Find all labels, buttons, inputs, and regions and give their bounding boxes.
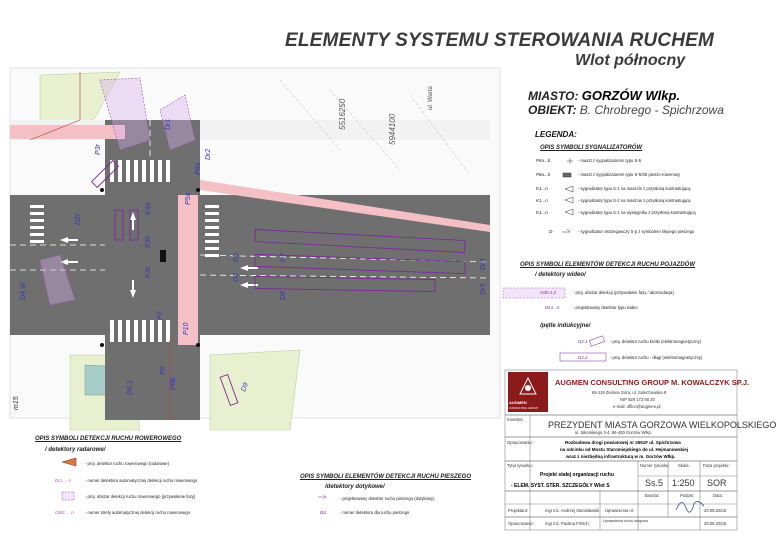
map-label-d5: D5 (233, 253, 240, 262)
map-label-p8: P8 (160, 366, 167, 375)
legend-text: - proj. detektor ruchu krótki (elektromagnetyczny) (610, 339, 701, 344)
legend-text: - sygnalizator typu S-1 na maszcie z przysłoną kontrastującą (578, 186, 691, 191)
legend-loop-short-icon (589, 336, 604, 346)
legend-code: Wr1...n (545, 305, 560, 310)
legend-code: Bi1 (320, 510, 327, 515)
logo-text: AUGMEN (509, 400, 527, 405)
cycle-path (10, 125, 125, 139)
designer-permit: Uprawnienia nr: (605, 508, 635, 513)
city-label: MIASTO: (528, 89, 579, 103)
legend-code: P8a...b (536, 172, 551, 177)
legend-code: Odr1 ... n (55, 510, 74, 515)
legend-text: - projektowany detektor typu wideo (573, 305, 638, 310)
bike-section-subtitle: / detektory radarowe/ (45, 447, 106, 453)
map-label-d7: D7 (280, 253, 287, 262)
logo-subtext: CONSULTING GROUP (509, 406, 539, 410)
legend-bike-area-icon (62, 492, 74, 500)
cycle-path (178, 195, 198, 345)
legend-text: - proj. obszar detekcji ruchu rowerowego (przywołanie fazy) (85, 494, 196, 499)
legend-code: P6a...b (536, 158, 551, 163)
legend-text: - numer strefy automatycznej detekcji ruchu rowerowego (85, 510, 190, 515)
project-label: Opracowanie: (507, 440, 533, 445)
phase-value: SOR (707, 478, 727, 488)
legend-code: K1...n (536, 210, 548, 215)
ped-section-subtitle: /detektory dotykowe/ (325, 484, 385, 490)
legend-code: K1...n (536, 186, 548, 191)
signal-section-title: OPIS SYMBOLI SYGNALIZATORÓW (540, 145, 643, 151)
map-label-p5a: P5a (185, 192, 192, 205)
company-nip: NIP 929 173 66 20 (620, 397, 655, 402)
legend-code: Dr1 ... n (55, 478, 72, 483)
legend-text: - sygnalizator typu S-2 na maszcie z przysłoną kontrastującą (578, 198, 691, 203)
map-label-dr3: Dr3 (480, 283, 487, 295)
project-line-1: Rozbudowa drogi powiatowej nr 2551F ul. Spichrzowa (565, 440, 681, 445)
green-area (210, 350, 300, 430)
legend-text: - proj. detektor ruchu - długi (elektromagnetyczny) (610, 355, 703, 360)
legend-text: - sygnalizator typu S-1 na wysięgniku z przysłoną kontrastującą (578, 210, 696, 215)
designer-date: 20.08.2023r. (704, 508, 728, 513)
investor-label: Inwestor: (507, 417, 524, 422)
company-address: 65-119 Zielona Góra, ul. Sulechowska 8 (592, 390, 667, 395)
scale-label: Skala: (678, 463, 690, 468)
investor-address: ul. Sikorskiego 3-4, 66-400 Gorzów Wlkp. (575, 430, 653, 435)
legend-code: D- (549, 229, 554, 234)
object-label: OBIEKT: (528, 103, 577, 117)
legend-text: - proj. obszar detekcji (przywołanie fazy / akomodacja) (573, 290, 674, 295)
bike-section-title: OPIS SYMBOLI DETEKCJI RUCHU ROWEROWEGO (35, 436, 182, 442)
loop-section-title: /pętle indukcyjne/ (540, 323, 591, 329)
map-label-dr5: Dr5 (480, 258, 487, 270)
designer-name: mgr inż. Andrzej Stanisławski (545, 508, 600, 513)
company-email: e-mail: office@augmen.pl (613, 404, 661, 409)
legend-code: D2.2 (578, 355, 588, 360)
author-date: 20.08.2023r. (704, 521, 728, 526)
author-permit: Uprawnienia ruchu drogowa (603, 519, 648, 523)
vehicle-section-title: OPIS SYMBOLI ELEMENTÓW DETEKCJI RUCHU POJAZDÓW (520, 262, 696, 268)
legend-code: K1...n (536, 198, 548, 203)
legend-text: - projektowany detektor ruchu pieszego (dotykowy) (340, 496, 435, 501)
page-subtitle: Wlot północny (575, 52, 686, 69)
map-label-p6b: P6b (170, 377, 177, 390)
coordinate-label: 5944100 (388, 113, 397, 145)
legend-button-icon (318, 495, 326, 499)
map-label-p10: P10 (183, 322, 190, 335)
city-row (528, 88, 680, 103)
street-label: ul. Warta (428, 86, 434, 110)
map-label-d61: D6.1 (127, 380, 134, 395)
legend-text: - maszt z sygnalizatorem typu S-5/S6 pieszo-rowerowy (578, 172, 680, 177)
drawing-number-label: Numer rysunku: (640, 463, 670, 468)
investor-name: PREZYDENT MIASTA GORZOWA WIELKOPOLSKIEGO (548, 420, 776, 430)
project-line-2: na odcinku od Mostu Staromiejskiego do ul. Hejmanowskiej (560, 447, 689, 452)
map-label-d9: D9 (240, 381, 250, 393)
map-label-dr2: Dr2 (205, 148, 212, 160)
map-label-d2r: D2r (75, 213, 82, 225)
ped-section-title: OPIS SYMBOLI ELEMENTÓW DETEKCJI RUCHU PIESZEGO (300, 474, 472, 480)
designer-label: Projektant: (508, 508, 529, 513)
map-label-p2: P2 (157, 311, 164, 320)
drawing-title-label: Tytuł rysunku: (507, 463, 533, 468)
city-value: GORZÓW Wlkp. (581, 88, 681, 103)
drawing-title-1: Projekt stałej organizacji ruchu (540, 472, 614, 478)
drawing-number: Ss.5 (645, 478, 664, 488)
legend-title: LEGENDA: (535, 130, 577, 139)
map-label-m15: m15 (13, 396, 20, 410)
legend-radar-icon (62, 458, 76, 466)
legend-code: D2.1 (578, 339, 588, 344)
signature-label: Podpis: (680, 493, 694, 498)
legend-text: - sygnalizator ostrzegawczy S-p z symbolem ślepego pieszego (578, 229, 695, 234)
legend-text: - numer detektora automatycznej detekcji ruchu rowerowego (85, 478, 198, 483)
map-label-d8: D8 (280, 291, 287, 300)
scale-value: 1:250 (672, 478, 695, 488)
object-value: B. Chrobrego - Spichrzowa (579, 103, 724, 117)
map-label-dr1: Dr1 (165, 118, 172, 130)
page-title: ELEMENTY SYSTEMU STEROWANIA RUCHEM (285, 30, 715, 51)
map-label-d6: D6 (233, 273, 240, 282)
company-name: AUGMEN CONSULTING GROUP M. KOWALCZYK SP.J. (555, 378, 750, 387)
vehicle-section-subtitle: / detektory wideo/ (535, 272, 586, 278)
drawing-title-2: - ELEM. SYST. STER. SZCZEGÓŁY Wlot S (511, 483, 610, 489)
author-name: mgr inż. Paulina Fritsch (545, 521, 589, 526)
map-label-p3r: P3r (95, 144, 102, 155)
branch-label: Branża: (645, 493, 660, 498)
author-label: Opracowanie: (508, 521, 534, 526)
legend-text: - proj. detektor ruchu rowerowego (radarowe) (85, 461, 170, 466)
project-line-3: wraz z niezbędną infrastrukturą w m. Gorzów Wlkp. (566, 454, 676, 459)
map-label-k3c: K3c (145, 265, 152, 278)
map-label-d4w: D4.W (20, 282, 27, 300)
map-label-k3a: K3a (145, 202, 152, 215)
legend-text: - numer detektora dla ruchu pieszego (340, 510, 410, 515)
phase-label: Faza projektu: (703, 463, 730, 468)
map-label-p6a: P6a (195, 162, 202, 175)
legend-code: Od0.1.2 (540, 290, 557, 295)
legend-text: - maszt z sygnalizatorem typu S-5 (578, 158, 642, 163)
date-label: Data: (713, 493, 724, 498)
coordinate-label: 5516250 (338, 98, 347, 130)
map-label-k3b: K3b (145, 235, 152, 248)
object-row (528, 103, 724, 117)
